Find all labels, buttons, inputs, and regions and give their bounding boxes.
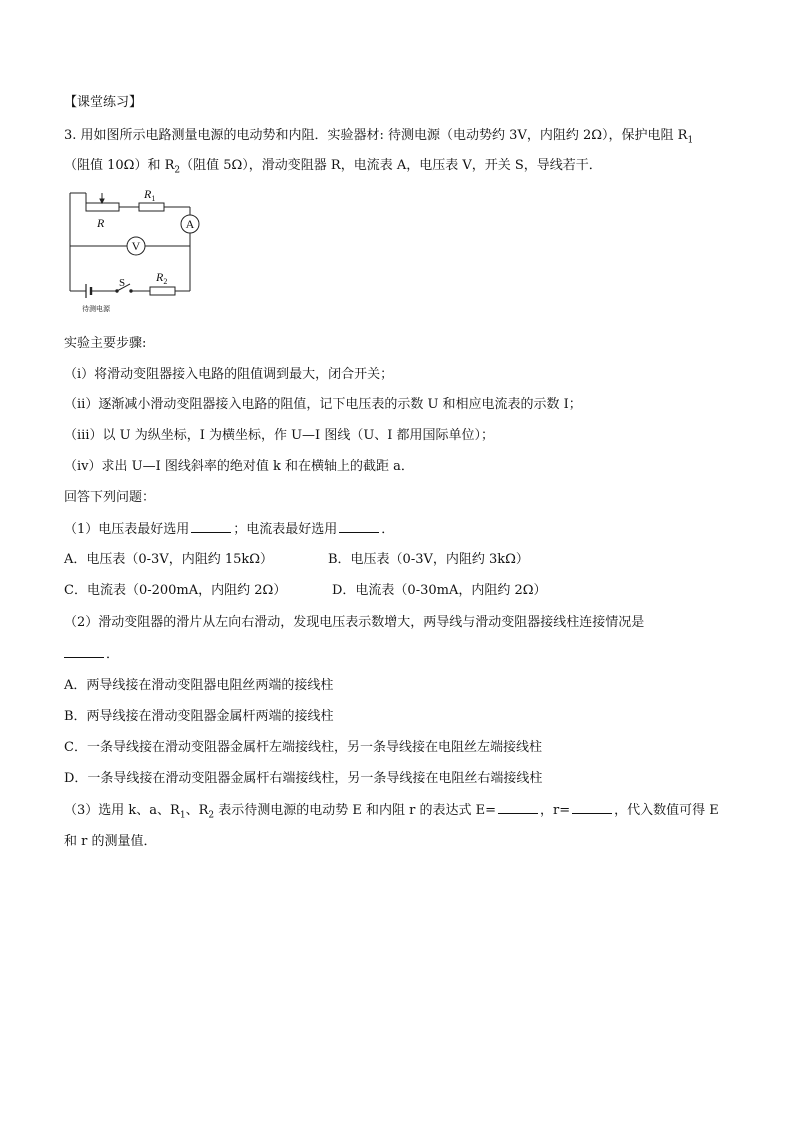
answer-blank[interactable] xyxy=(498,801,538,814)
q1-text: （1）电压表最好选用 xyxy=(64,522,190,537)
q2-option-d: D．一条导线接在滑动变阻器金属杆右端接线柱，另一条导线接在电阻丝右端接线柱 xyxy=(64,771,543,786)
switch-contact xyxy=(130,290,132,292)
step-4: （ⅳ）求出 U—I 图线斜率的绝对值 k 和在横轴上的截距 a． xyxy=(64,459,414,474)
answer-blank[interactable] xyxy=(339,520,379,533)
question-line-2 xyxy=(64,157,730,180)
label-r1: $R_1$ xyxy=(144,187,156,203)
question-text: （阻值 10Ω）和 R xyxy=(64,158,175,173)
q3-stem xyxy=(64,801,730,825)
subscript: 2 xyxy=(208,810,215,821)
q2-stem: （2）滑动变阻器的滑片从左向右滑动，发现电压表示数增大，两导线与滑动变阻器接线柱连接情况是 xyxy=(64,615,645,630)
question-text: （阻值 5Ω），滑动变阻器 R，电流表 A，电压表 V，开关 S，导线若干． xyxy=(180,158,602,173)
subscript: 1 xyxy=(687,135,694,146)
q1-stem xyxy=(64,520,730,539)
circuit-diagram xyxy=(64,183,214,317)
q1-option-c: C．电流表（0-200mA，内阻约 2Ω） xyxy=(64,583,287,598)
question-text: 3. 用如图所示电路测量电源的电动势和内阻．实验器材: 待测电源（电动势约 3V，内阻约 2Ω），保护电阻 R xyxy=(64,128,688,143)
label-r: R xyxy=(97,216,105,230)
q3-text: 表示待测电源的电动势 E 和内阻 r 的表达式 E= xyxy=(214,803,496,818)
rheostat-symbol xyxy=(86,203,119,211)
label-switch: S xyxy=(119,277,126,289)
q1-option-d: D．电流表（0-30mA，内阻约 2Ω） xyxy=(332,583,547,598)
q3-text: ，代入数值可得 E xyxy=(614,803,719,818)
resistor-r2-symbol xyxy=(150,287,175,295)
step-3: （ⅲ）以 U 为纵坐标，I 为横坐标，作 U—I 图线（U、I 都用国际单位）； xyxy=(64,428,495,443)
answer-blank[interactable] xyxy=(191,520,231,533)
q2-option-c: C．一条导线接在滑动变阻器金属杆左端接线柱，另一条导线接在电阻丝左端接线柱 xyxy=(64,740,542,755)
step-1: （ⅰ）将滑动变阻器接入电路的阻值调到最大，闭合开关； xyxy=(64,367,394,382)
label-source: 待测电源 xyxy=(82,305,110,313)
slider-arrow-icon xyxy=(100,199,104,203)
q1-option-a: A．电压表（0-3V，内阻约 15kΩ） xyxy=(64,552,274,567)
subscript: 2 xyxy=(174,165,181,176)
label-ammeter: A xyxy=(185,217,195,231)
q3-line-2: 和 r 的测量值． xyxy=(64,834,157,849)
label-r2: $R_2$ xyxy=(156,270,168,286)
section-title: 【课堂练习】 xyxy=(64,95,143,110)
answer-blank[interactable] xyxy=(572,801,612,814)
q2-tail: ． xyxy=(106,647,120,662)
question-line-1 xyxy=(64,127,730,150)
q3-text: ，r= xyxy=(539,803,571,818)
steps-title: 实验主要步骤: xyxy=(64,336,147,351)
step-2: （ⅱ）逐渐减小滑动变阻器接入电路的阻值，记下电压表的示数 U 和相应电流表的示数 I； xyxy=(64,397,582,412)
subscript: 1 xyxy=(179,810,186,821)
q1-option-b: B．电压表（0-3V，内阻约 3kΩ） xyxy=(328,552,529,567)
q2-option-b: B．两导线接在滑动变阻器金属杆两端的接线柱 xyxy=(64,709,334,724)
answer-prompt: 回答下列问题： xyxy=(64,490,156,505)
q1-text: ． xyxy=(381,522,395,537)
q2-answer-line xyxy=(64,645,730,664)
q3-text: （3）选用 k、a、R xyxy=(64,803,180,818)
resistor-r1-symbol xyxy=(139,203,164,211)
answer-blank[interactable] xyxy=(64,645,104,658)
q3-text: 、R xyxy=(185,803,209,818)
label-voltmeter: V xyxy=(131,239,141,253)
q2-option-a: A．两导线接在滑动变阻器电阻丝两端的接线柱 xyxy=(64,678,334,693)
q1-text: ；电流表最好选用 xyxy=(233,522,338,537)
